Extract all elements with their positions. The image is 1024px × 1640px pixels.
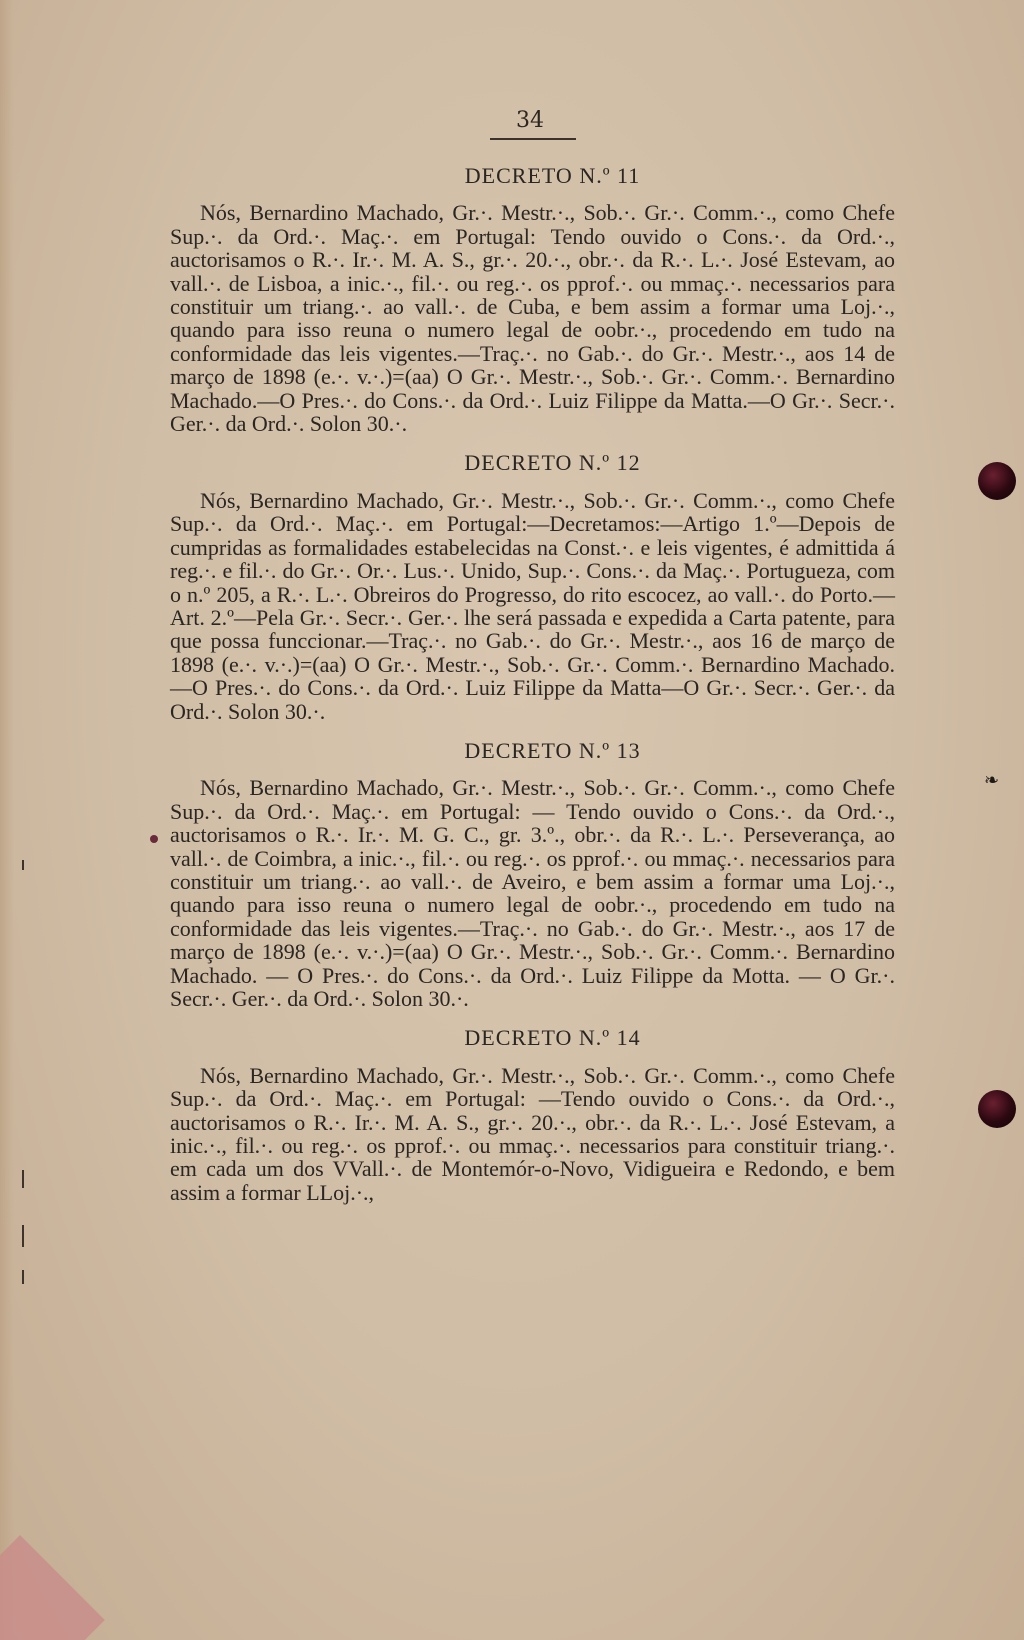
corner-stain <box>0 1535 105 1640</box>
decree-12 <box>170 451 895 722</box>
margin-mark <box>22 1225 24 1247</box>
decree-title: DECRETO N.º 13 <box>464 737 641 763</box>
page-number-rule <box>490 138 576 140</box>
decree-text: Nós, Bernardino Machado, Gr.·. Mestr.·., Sob.·. Gr.·. Comm.·., como Chefe Sup.·. da Ord.·. Maç.·. em Portugal: Tendo ouvido o Cons.·. da Ord.·., auctorisamos o R.·. Ir.·. M. A. S., gr.·. 20.·., obr.·. da R.·. L.·. José Estevam, ao vall.·. de Lisboa, a inic.·., fil.·. ou reg.·. os pprof.·. ou mmaç.·. necessarios para constituir um triang.·. ao vall.·. de Cuba, e bem assim a formar uma Loj.·., quando para isso reuna o numero legal de oobr.·., procedendo em tudo na conformidade das leis vigentes.—Traç.·. no Gab.·. do Gr.·. Mestr.·., aos 14 de março de 1898 (e.·. v.·.)=(aa) O Gr.·. Mestr.·., Sob.·. Gr.·. Comm.·. Bernardino Machado.—O Pres.·. do Cons.·. da Ord.·. Luiz Filippe da Matta.—O Gr.·. Secr.·. Ger.·. da Ord.·. Solon 30.·. <box>170 200 895 437</box>
ink-spot <box>150 835 158 843</box>
decree-text: Nós, Bernardino Machado, Gr.·. Mestr.·., Sob.·. Gr.·. Comm.·., como Chefe Sup.·. da Ord.·. Maç.·. em Portugal: —Tendo ouvido o Cons.·. da Ord.·., auctorisamos o R.·. Ir.·. M. A. S., gr.·. 20.·., obr.·. da R.·. L.·. José Estevam, a inic.·., fil.·. ou reg.·. os pprof.·. ou mmaç.·. necessarios para constituir triang.·. em cada um dos VVall.·. de Montemór-o-Novo, Vidigueira e Redondo, e bem assim a formar LLoj.·., <box>170 1062 895 1205</box>
decree-title: DECRETO N.º 12 <box>464 450 641 476</box>
pin-mark-icon: ❧ <box>984 770 1000 791</box>
binding-hole-dot <box>978 1090 1016 1128</box>
decrees-body <box>170 158 895 1204</box>
decree-13 <box>170 739 895 1010</box>
margin-mark <box>22 1170 24 1188</box>
margin-mark <box>22 860 24 870</box>
decree-text: Nós, Bernardino Machado, Gr.·. Mestr.·., Sob.·. Gr.·. Comm.·., como Chefe Sup.·. da Ord.·. Maç.·. em Portugal:—Decretamos:—Artigo 1.º—Depois de cumpridas as formalidades estabelecidas na Const.·. e leis vigentes, é admittida á reg.·. e fil.·. do Gr.·. Or.·. Lus.·. Unido, Sup.·. Cons.·. da Maç.·. Portugueza, com o n.º 205, a R.·. L.·. Obreiros do Progresso, do rito escocez, ao vall.·. do Porto.—Art. 2.º—Pela Gr.·. Secr.·. Ger.·. lhe será passada e expedida a Carta patente, para que possa funccionar.—Traç.·. no Gab.·. do Gr.·. Mestr.·., aos 16 de março de 1898 (e.·. v.·.)=(aa) O Gr.·. Mestr.·., Sob.·. Gr.·. Comm.·. Bernardino Machado.—O Pres.·. do Cons.·. da Ord.·. Luiz Filippe da Matta—O Gr.·. Secr.·. Ger.·. da Ord.·. Solon 30.·. <box>170 487 895 724</box>
margin-mark <box>22 1270 24 1284</box>
page-number: 34 <box>516 108 544 133</box>
decree-11 <box>170 164 895 435</box>
decree-14 <box>170 1026 895 1204</box>
decree-text: Nós, Bernardino Machado, Gr.·. Mestr.·., Sob.·. Gr.·. Comm.·., como Chefe Sup.·. da Ord.·. Maç.·. em Portugal: — Tendo ouvido o Cons.·. da Ord.·., auctorisamos o R.·. Ir.·. M. G. C., gr. 3.º., obr.·. da R.·. L.·. Perseverança, ao vall.·. de Coimbra, a inic.·., fil.·. ou reg.·. os pprof.·. ou mmaç.·. necessarios para constituir um triang.·. ao vall.·. de Aveiro, e bem assim a formar uma Loj.·., quando para isso reuna o numero legal de oobr.·., procedendo em tudo na conformidade das leis vigentes.—Traç.·. no Gab.·. do Gr.·. Mestr.·., aos 17 de março de 1898 (e.·. v.·.)=(aa) O Gr.·. Mestr.·., Sob.·. Gr.·. Comm.·. Bernardino Machado. — O Pres.·. do Cons.·. da Ord.·. Luiz Filippe da Motta. — O Gr.·. Secr.·. Ger.·. da Ord.·. Solon 30.·. <box>170 775 895 1011</box>
decree-title: DECRETO N.º 14 <box>464 1025 641 1051</box>
binding-hole-dot <box>978 462 1016 500</box>
page-edge-shadow <box>0 0 14 1640</box>
decree-title: DECRETO N.º 11 <box>464 163 641 188</box>
